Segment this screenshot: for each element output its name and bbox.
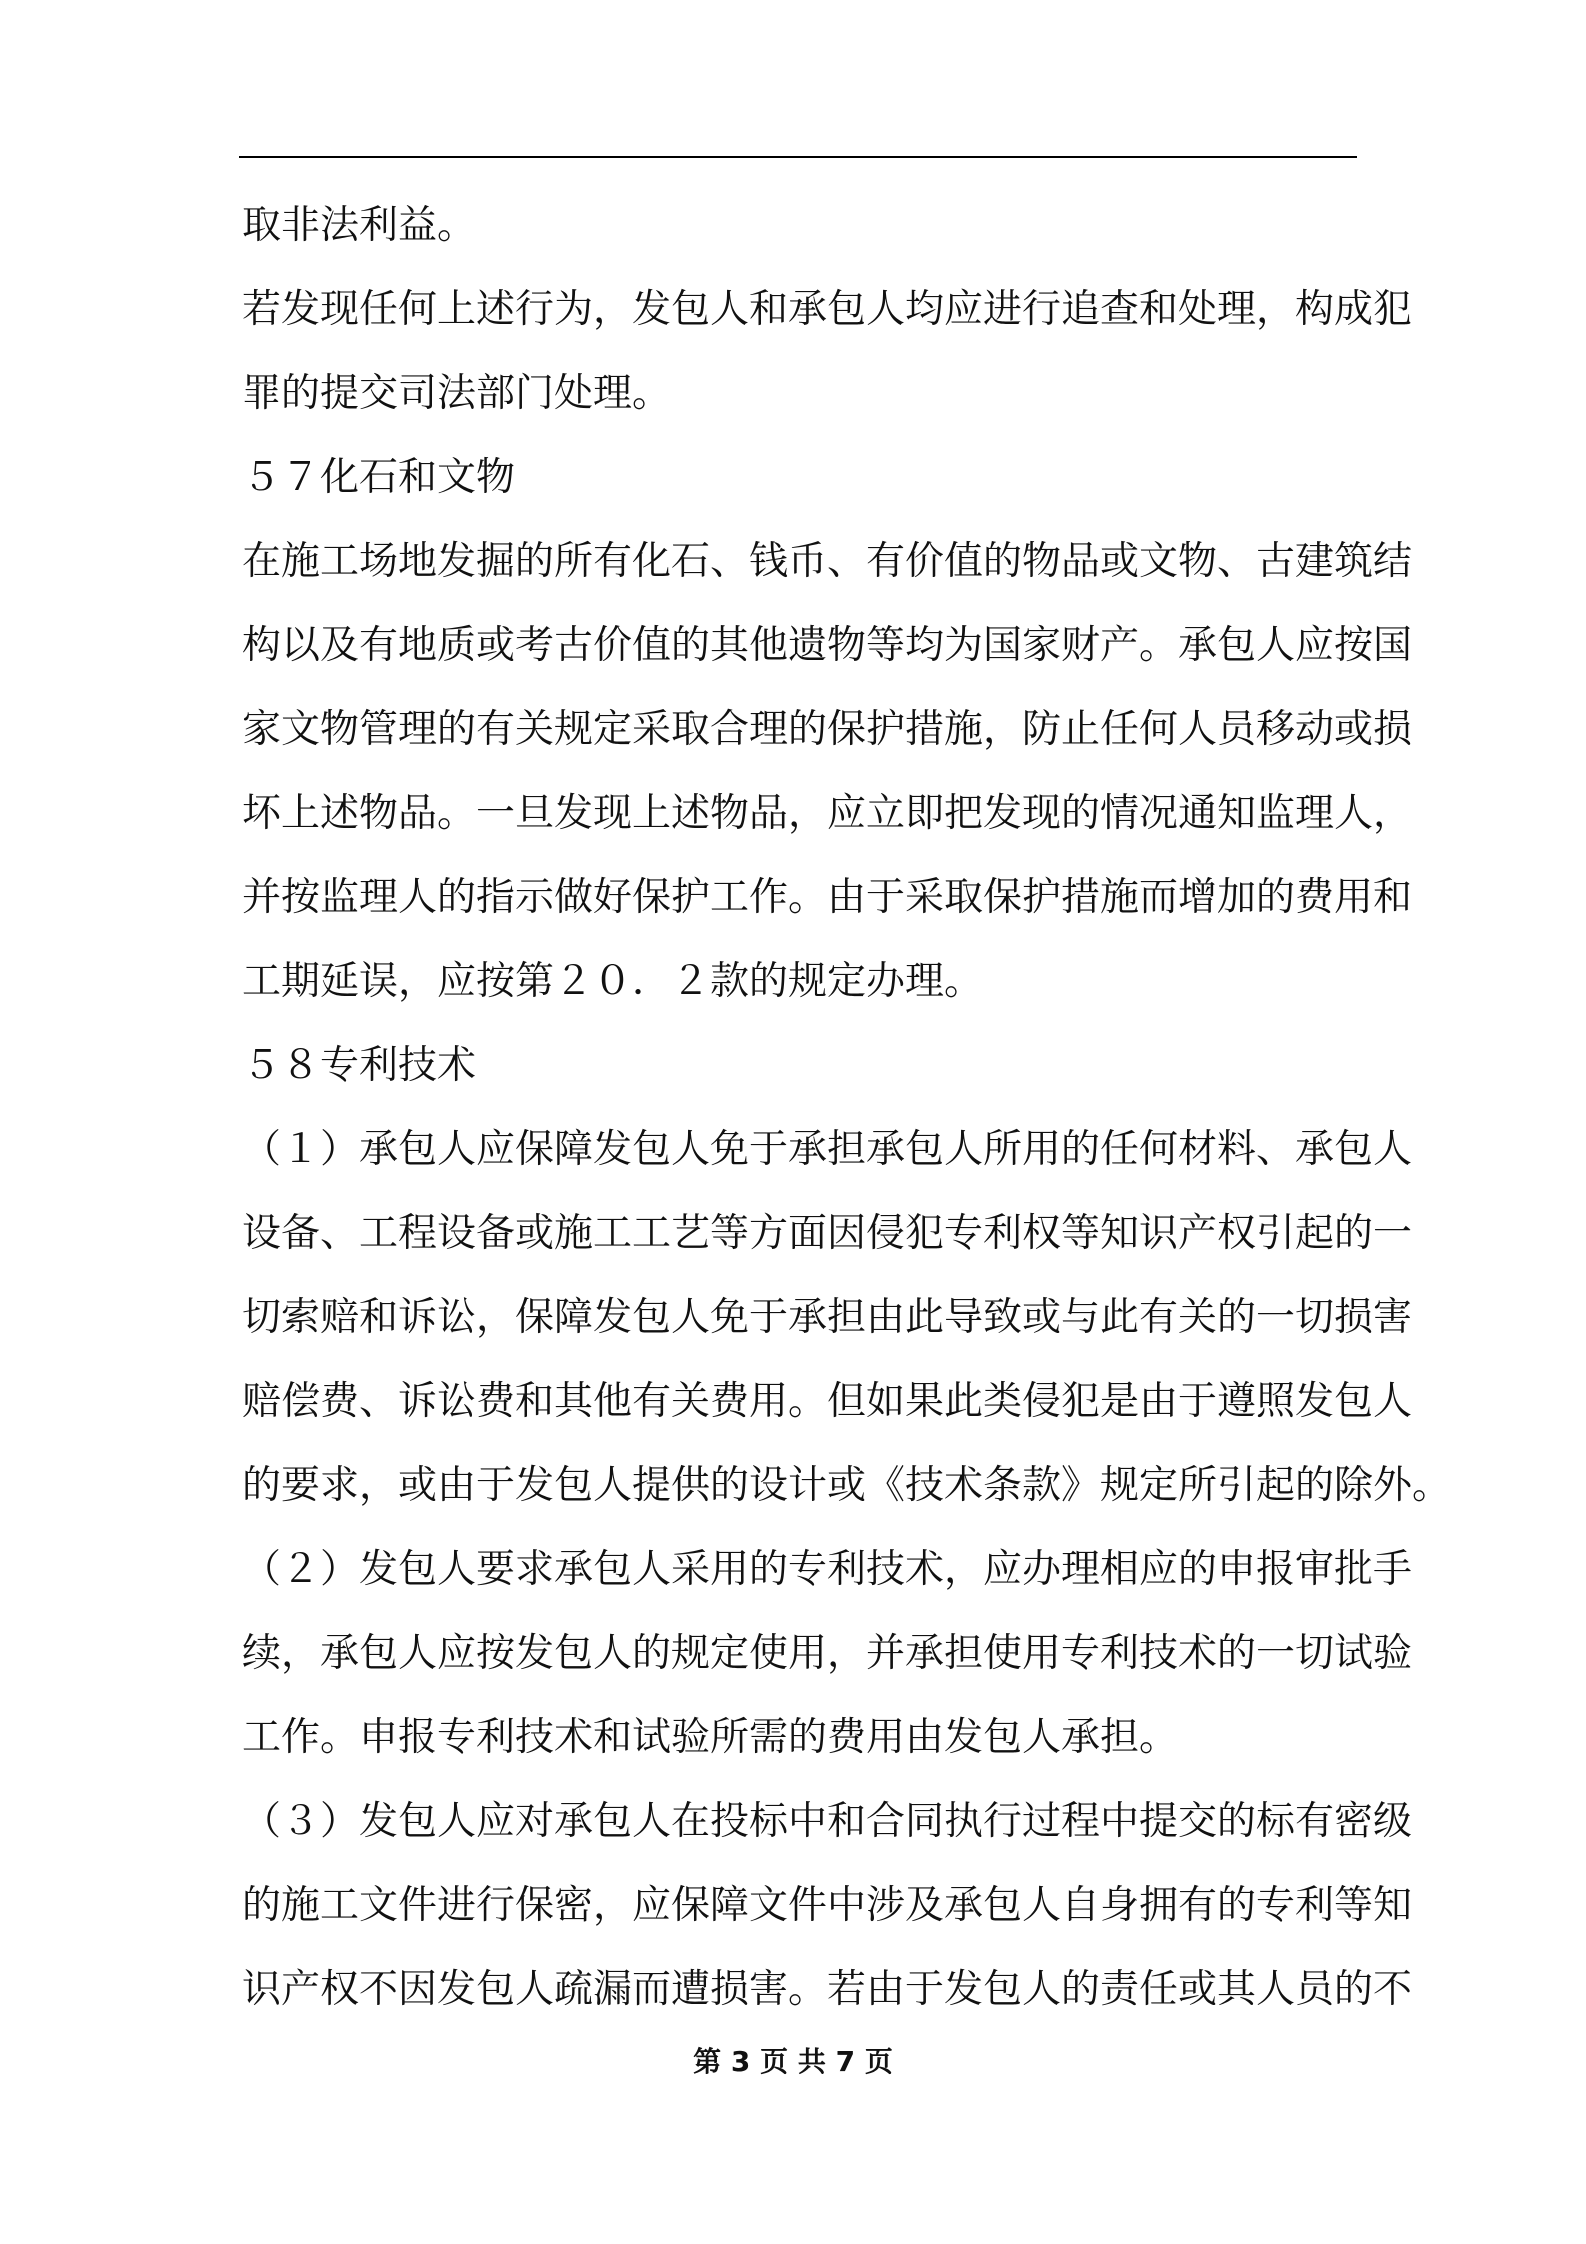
text-line: 切索赔和诉讼，保障发包人免于承担由此导致或与此有关的一切损害: [242, 1295, 1413, 1340]
text-line: 识产权不因发包人疏漏而遭损害。若由于发包人的责任或其人员的不: [242, 1967, 1413, 2012]
document-body: [242, 184, 1452, 2032]
text-line: 的施工文件进行保密，应保障文件中涉及承包人自身拥有的专利等知: [242, 1883, 1413, 1928]
text-line: 构以及有地质或考古价值的其他遗物等均为国家财产。承包人应按国: [242, 623, 1413, 668]
text-line: （２）发包人要求承包人采用的专利技术，应办理相应的申报审批手: [242, 1547, 1413, 1592]
text-line: 赔偿费、诉讼费和其他有关费用。但如果此类侵犯是由于遵照发包人: [242, 1379, 1413, 1424]
text-line: （１）承包人应保障发包人免于承担承包人所用的任何材料、承包人: [242, 1127, 1413, 1172]
text-line: 并按监理人的指示做好保护工作。由于采取保护措施而增加的费用和: [242, 875, 1413, 920]
text-line: 取非法利益。: [242, 203, 477, 248]
section-heading-57: ５７化石和文物: [242, 455, 516, 500]
text-line: 工作。申报专利技术和试验所需的费用由发包人承担。: [242, 1715, 1179, 1760]
text-line: 工期延误，应按第２０．２款的规定办理。: [242, 959, 984, 1004]
text-line: 的要求，或由于发包人提供的设计或《技术条款》规定所引起的除外。: [242, 1463, 1452, 1508]
text-line: （３）发包人应对承包人在投标中和合同执行过程中提交的标有密级: [242, 1799, 1413, 1844]
page-number-footer: 第 3 页 共 7 页: [693, 2045, 893, 2078]
header-rule: [239, 156, 1357, 158]
section-heading-58: ５８专利技术: [242, 1043, 477, 1088]
text-line: 罪的提交司法部门处理。: [242, 371, 672, 416]
text-line: 若发现任何上述行为，发包人和承包人均应进行追查和处理，构成犯: [242, 287, 1413, 332]
text-line: 在施工场地发掘的所有化石、钱币、有价值的物品或文物、古建筑结: [242, 539, 1413, 584]
text-line: 坏上述物品。一旦发现上述物品，应立即把发现的情况通知监理人，: [242, 791, 1413, 836]
text-line: 续，承包人应按发包人的规定使用，并承担使用专利技术的一切试验: [242, 1631, 1413, 1676]
text-line: 家文物管理的有关规定采取合理的保护措施，防止任何人员移动或损: [242, 707, 1413, 752]
text-line: 设备、工程设备或施工工艺等方面因侵犯专利权等知识产权引起的一: [242, 1211, 1413, 1256]
